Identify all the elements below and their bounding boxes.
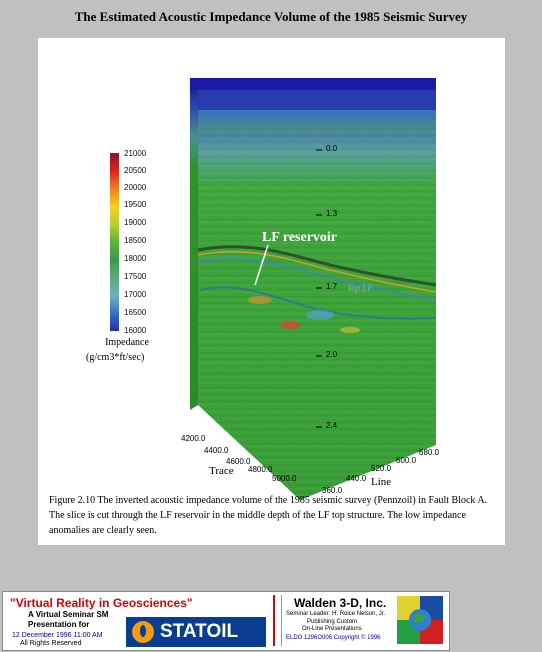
publishing-text: Publishing Custom — [307, 619, 358, 625]
line-axis-label: Line — [371, 476, 392, 488]
line-tick: 360.0 — [322, 486, 343, 495]
colorbar-unit: (g/cm3*ft/sec) — [86, 352, 145, 363]
banner-date: 12 December 1996 11:00 AM — [12, 632, 103, 639]
trace-tick: 4400.0 — [204, 446, 229, 455]
trace-tick: 4600.0 — [226, 457, 251, 466]
banner-presentation-for: Presentation for — [28, 620, 90, 629]
figure-caption: Figure 2.10 The inverted acoustic impedance volume of the 1985 seismic survey (Pennzoil) in Fault Block A. The slice is cut through the LF reservoir in the middle depth of the LF top structure. The low impedance anomalies are clearly seen. — [49, 495, 488, 536]
colorbar-tick: 16000 — [124, 326, 147, 335]
banner-seminar: A Virtual Seminar SM — [28, 610, 109, 619]
trace-tick: 5000.0 — [272, 474, 297, 483]
colorbar-tick: 19000 — [124, 218, 147, 227]
page-title: The Estimated Acoustic Impedance Volume of the 1985 Seismic Survey — [74, 9, 468, 24]
company-name: Walden 3-D, Inc. — [294, 596, 387, 610]
depth-tick-label: 0.0 — [326, 144, 338, 153]
depth-tick-label: 1.3 — [326, 209, 338, 218]
trace-axis-label: Trace — [209, 465, 234, 477]
horizon-label: Top LF — [347, 283, 373, 293]
banner-left — [6, 595, 268, 646]
banner-title: "Virtual Reality in Geosciences" — [10, 596, 193, 610]
trace-tick: 4800.0 — [248, 465, 273, 474]
statoil-text: STATOIL — [160, 621, 239, 642]
colorbar-tick: 20000 — [124, 183, 147, 192]
seminar-banner[interactable] — [2, 591, 450, 651]
colorbar-tick: 17000 — [124, 290, 147, 299]
line-tick: 600.0 — [396, 456, 417, 465]
online-text: On-Line Presentations — [302, 626, 362, 632]
cube-top-face — [190, 78, 436, 90]
depth-tick-label: 2.4 — [326, 421, 338, 430]
colorbar-label: Impedance — [105, 337, 149, 348]
colorbar-tick: 21000 — [124, 149, 147, 158]
colorbar-tick: 16500 — [124, 308, 147, 317]
banner-rights: All Rights Reserved — [20, 640, 82, 647]
banner-divider — [268, 595, 280, 646]
colorbar-tick: 19500 — [124, 200, 147, 209]
statoil-flame-icon — [132, 621, 154, 643]
line-tick: 520.0 — [371, 464, 392, 473]
line-tick: 680.0 — [419, 448, 440, 457]
colorbar — [110, 153, 119, 331]
copyright-text: ELDO 1296O006 Copyright © 1996 — [286, 635, 381, 641]
colorbar-tick: 18500 — [124, 236, 147, 245]
statoil-logo — [126, 617, 266, 647]
line-tick: 440.0 — [346, 474, 367, 483]
colorbar-tick: 20500 — [124, 166, 147, 175]
colorbar-tick: 18000 — [124, 254, 147, 263]
colorbar-tick: 17500 — [124, 272, 147, 281]
cube-side-face — [190, 85, 198, 410]
trace-tick: 4200.0 — [181, 434, 206, 443]
depth-tick-label: 2.0 — [326, 350, 338, 359]
seminar-leader: Seminar Leader: H. Roice Nelson, Jr. — [286, 611, 386, 617]
banner-company — [281, 595, 392, 646]
globe-logo-icon — [397, 596, 443, 644]
reservoir-label: LF reservoir — [262, 230, 338, 245]
depth-tick-label: 1.7 — [326, 282, 338, 291]
